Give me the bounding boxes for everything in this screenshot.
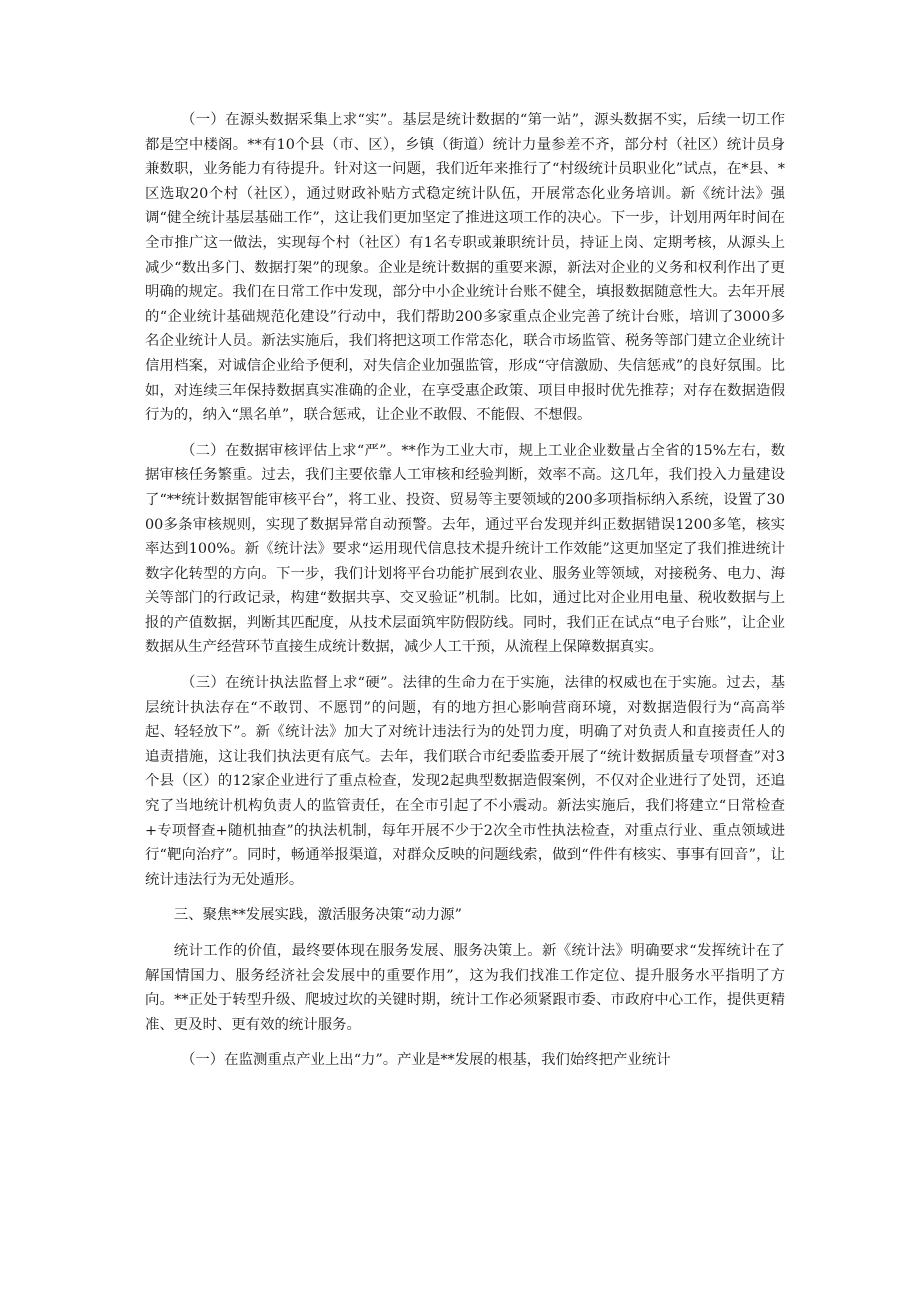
paragraph-data-review: （二）在数据审核评估上求“严”。**作为工业大市，规上工业企业数量占全省的15%左右，数据审核任务繁重。过去，我们主要依靠人工审核和经验判断，效率不高。这几年，我们投入力量建设了“**统计数据智能审核平台”，将工业、投资、贸易等主要领域的200多项指标纳入系统，设置了3000多条审核规则，实现了数据异常自动预警。去年，通过平台发现并纠正数据错误1200多笔，核实率达到100%。新《统计法》要求“运用现代信息技术提升统计工作效能”这更加坚定了我们推进统计数字化转型的方向。下一步，我们计划将平台功能扩展到农业、服务业等领域，对接税务、电力、海关等部门的行政记录，构建“数据共享、交叉验证”机制。比如，通过比对企业用电量、税收数据与上报的产值数据，判断其匹配度，从技术层面筑牢防假防线。同时，我们正在试点“电子台账”，让企业数据从生产经营环节直接生成统计数据，减少人工干预，从流程上保障数据真实。 [145, 442, 785, 656]
paragraph-source-data: （一）在源头数据采集上求“实”。基层是统计数据的“第一站”，源头数据不实，后续一切工作都是空中楼阁。**有10个县（市、区），乡镇（街道）统计力量参差不齐，部分村（社区）统计员身兼数职，业务能力有待提升。针对这一问题，我们近年来推行了“村级统计员职业化”试点，在*县、*区选取20个村（社区），通过财政补贴方式稳定统计队伍，开展常态化业务培训。新《统计法》强调“健全统计基层基础工作”，这让我们更加坚定了推进这项工作的决心。下一步，计划用两年时间在全市推广这一做法，实现每个村（社区）有1名专职或兼职统计员，持证上岗、定期考核，从源头上减少“数出多门、数据打架”的现象。企业是统计数据的重要来源，新法对企业的义务和权利作出了更明确的规定。我们在日常工作中发现，部分中小企业统计台账不健全，填报数据随意性大。去年开展的“企业统计基础规范化建设”行动中，我们帮助200多家重点企业完善了统计台账，培训了3000多名企业统计人员。新法实施后，我们将把这项工作常态化，联合市场监管、税务等部门建立企业统计信用档案，对诚信企业给予便利，对失信企业加强监管，形成“守信激励、失信惩戒”的良好氛围。比如，对连续三年保持数据真实准确的企业，在享受惠企政策、项目申报时优先推荐；对存在数据造假行为的，纳入“黑名单”，联合惩戒，让企业不敢假、不能假、不想假。 [145, 112, 785, 424]
section-intro: 统计工作的价值，最终要体现在服务发展、服务决策上。新《统计法》明确要求“发挥统计在了解国情国力、服务经济社会发展中的重要作用”，这为我们找准工作定位、提升服务水平指明了方向。**正处于转型升级、爬坡过坎的关键时期，统计工作必须紧跟市委、市政府中心工作，提供更精准、更及时、更有效的统计服务。 [145, 943, 785, 1033]
section-heading: 三、聚焦**发展实践，激活服务决策“动力源” [173, 907, 462, 924]
paragraph-law-enforcement: （三）在统计执法监督上求“硬”。法律的生命力在于实施，法律的权威也在于实施。过去，基层统计执法存在“不敢罚、不愿罚”的问题，有的地方担心影响营商环境，对数据造假行为“高高举起、轻轻放下”。新《统计法》加大了对统计违法行为的处罚力度，明确了对负责人和直接责任人的追责措施，这让我们执法更有底气。去年，我们联合市纪委监委开展了“统计数据质量专项督查”对3个县（区）的12家企业进行了重点检查，发现2起典型数据造假案例，不仅对企业进行了处罚，还追究了当地统计机构负责人的监管责任，在全市引起了不小震动。新法实施后，我们将建立“日常检查+专项督查+随机抽查”的执法机制，每年开展不少于2次全市性执法检查，对重点行业、重点领域进行“靶向治疗”。同时，畅通举报渠道，对群众反映的问题线索，做到“件件有核实、事事有回音”，让统计违法行为无处遁形。 [145, 675, 785, 888]
document-page [145, 108, 785, 1084]
paragraph-industry-monitoring: （一）在监测重点产业上出“力”。产业是**发展的根基，我们始终把产业统计 [181, 1052, 671, 1069]
